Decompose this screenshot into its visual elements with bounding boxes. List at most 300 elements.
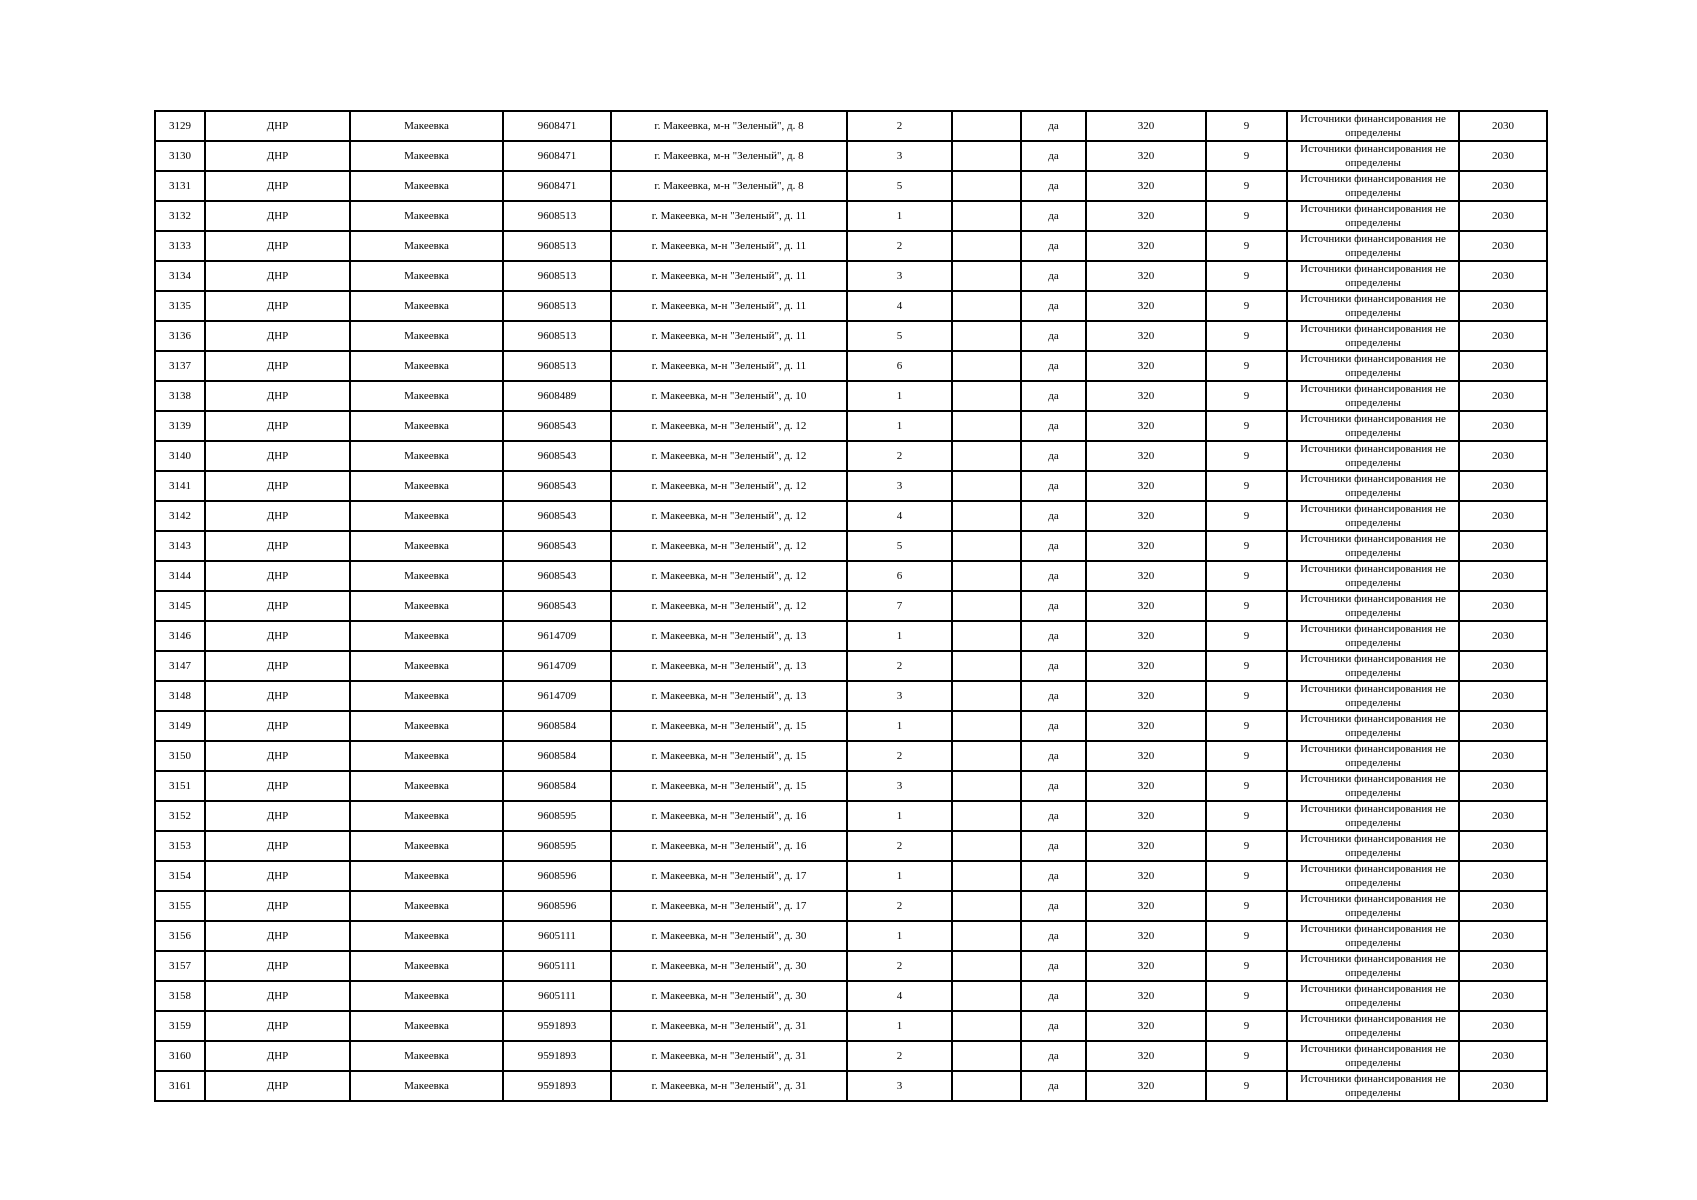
cell-funding-source: Источники финансирования не определены	[1287, 471, 1459, 501]
cell-city: Макеевка	[350, 861, 503, 891]
cell-year: 2030	[1459, 411, 1547, 441]
cell-year: 2030	[1459, 591, 1547, 621]
cell-cost: 320	[1086, 321, 1206, 351]
cell-region: ДНР	[205, 1071, 350, 1101]
cell-empty	[952, 1011, 1021, 1041]
cell-city: Макеевка	[350, 501, 503, 531]
cell-funding-source: Источники финансирования не определены	[1287, 1011, 1459, 1041]
cell-city: Макеевка	[350, 441, 503, 471]
table-row	[155, 651, 1547, 681]
cell-funding-source: Источники финансирования не определены	[1287, 651, 1459, 681]
cell-row-number: 3138	[155, 381, 205, 411]
cell-empty	[952, 471, 1021, 501]
cell-flag: да	[1021, 591, 1086, 621]
cell-empty	[952, 741, 1021, 771]
cell-building-code: 9605111	[503, 981, 611, 1011]
cell-floors: 9	[1206, 891, 1287, 921]
table-row	[155, 831, 1547, 861]
cell-flag: да	[1021, 711, 1086, 741]
cell-row-number: 3146	[155, 621, 205, 651]
cell-funding-source: Источники финансирования не определены	[1287, 681, 1459, 711]
cell-flag: да	[1021, 441, 1086, 471]
cell-region: ДНР	[205, 471, 350, 501]
cell-region: ДНР	[205, 231, 350, 261]
cell-year: 2030	[1459, 831, 1547, 861]
cell-empty	[952, 411, 1021, 441]
cell-floors: 9	[1206, 411, 1287, 441]
cell-building-code: 9608543	[503, 501, 611, 531]
cell-building-code: 9608543	[503, 411, 611, 441]
cell-building-code: 9591893	[503, 1071, 611, 1101]
cell-year: 2030	[1459, 1041, 1547, 1071]
table-row	[155, 231, 1547, 261]
cell-floors: 9	[1206, 441, 1287, 471]
cell-year: 2030	[1459, 951, 1547, 981]
cell-year: 2030	[1459, 891, 1547, 921]
cell-row-number: 3129	[155, 111, 205, 141]
cell-region: ДНР	[205, 111, 350, 141]
cell-address: г. Макеевка, м-н "Зеленый", д. 11	[611, 201, 847, 231]
cell-floors: 9	[1206, 621, 1287, 651]
cell-floors: 9	[1206, 951, 1287, 981]
table-row	[155, 801, 1547, 831]
cell-flag: да	[1021, 471, 1086, 501]
cell-entrance-number: 5	[847, 171, 952, 201]
cell-building-code: 9591893	[503, 1011, 611, 1041]
cell-region: ДНР	[205, 711, 350, 741]
cell-row-number: 3145	[155, 591, 205, 621]
cell-region: ДНР	[205, 141, 350, 171]
table-row	[155, 711, 1547, 741]
cell-year: 2030	[1459, 321, 1547, 351]
cell-region: ДНР	[205, 561, 350, 591]
cell-region: ДНР	[205, 681, 350, 711]
table-row	[155, 531, 1547, 561]
cell-floors: 9	[1206, 681, 1287, 711]
cell-row-number: 3143	[155, 531, 205, 561]
cell-row-number: 3158	[155, 981, 205, 1011]
table-row	[155, 921, 1547, 951]
cell-city: Макеевка	[350, 321, 503, 351]
cell-funding-source: Источники финансирования не определены	[1287, 291, 1459, 321]
cell-funding-source: Источники финансирования не определены	[1287, 921, 1459, 951]
cell-entrance-number: 2	[847, 231, 952, 261]
cell-region: ДНР	[205, 651, 350, 681]
cell-building-code: 9608543	[503, 531, 611, 561]
table-row	[155, 981, 1547, 1011]
cell-flag: да	[1021, 1011, 1086, 1041]
cell-row-number: 3154	[155, 861, 205, 891]
cell-empty	[952, 951, 1021, 981]
cell-entrance-number: 2	[847, 831, 952, 861]
cell-building-code: 9608513	[503, 291, 611, 321]
cell-row-number: 3150	[155, 741, 205, 771]
cell-funding-source: Источники финансирования не определены	[1287, 861, 1459, 891]
cell-row-number: 3133	[155, 231, 205, 261]
cell-building-code: 9605111	[503, 951, 611, 981]
cell-year: 2030	[1459, 561, 1547, 591]
cell-cost: 320	[1086, 831, 1206, 861]
cell-row-number: 3157	[155, 951, 205, 981]
cell-flag: да	[1021, 831, 1086, 861]
cell-flag: да	[1021, 561, 1086, 591]
cell-address: г. Макеевка, м-н "Зеленый", д. 11	[611, 261, 847, 291]
cell-flag: да	[1021, 501, 1086, 531]
cell-empty	[952, 891, 1021, 921]
cell-region: ДНР	[205, 621, 350, 651]
cell-cost: 320	[1086, 111, 1206, 141]
cell-year: 2030	[1459, 531, 1547, 561]
cell-city: Макеевка	[350, 1071, 503, 1101]
cell-city: Макеевка	[350, 771, 503, 801]
cell-entrance-number: 3	[847, 261, 952, 291]
cell-cost: 320	[1086, 711, 1206, 741]
cell-city: Макеевка	[350, 801, 503, 831]
cell-cost: 320	[1086, 621, 1206, 651]
cell-funding-source: Источники финансирования не определены	[1287, 981, 1459, 1011]
cell-building-code: 9608595	[503, 831, 611, 861]
cell-row-number: 3161	[155, 1071, 205, 1101]
cell-region: ДНР	[205, 441, 350, 471]
cell-year: 2030	[1459, 381, 1547, 411]
cell-row-number: 3153	[155, 831, 205, 861]
cell-funding-source: Источники финансирования не определены	[1287, 891, 1459, 921]
cell-floors: 9	[1206, 831, 1287, 861]
cell-entrance-number: 4	[847, 501, 952, 531]
cell-building-code: 9608596	[503, 861, 611, 891]
cell-funding-source: Источники финансирования не определены	[1287, 501, 1459, 531]
cell-empty	[952, 591, 1021, 621]
cell-cost: 320	[1086, 531, 1206, 561]
cell-funding-source: Источники финансирования не определены	[1287, 171, 1459, 201]
cell-row-number: 3149	[155, 711, 205, 741]
cell-address: г. Макеевка, м-н "Зеленый", д. 30	[611, 951, 847, 981]
cell-building-code: 9608543	[503, 561, 611, 591]
cell-floors: 9	[1206, 111, 1287, 141]
cell-city: Макеевка	[350, 891, 503, 921]
cell-floors: 9	[1206, 651, 1287, 681]
table-body	[155, 111, 1547, 1101]
cell-empty	[952, 861, 1021, 891]
cell-region: ДНР	[205, 981, 350, 1011]
cell-city: Макеевка	[350, 621, 503, 651]
cell-entrance-number: 1	[847, 711, 952, 741]
cell-region: ДНР	[205, 771, 350, 801]
cell-city: Макеевка	[350, 561, 503, 591]
cell-building-code: 9608513	[503, 231, 611, 261]
cell-address: г. Макеевка, м-н "Зеленый", д. 12	[611, 591, 847, 621]
cell-funding-source: Источники финансирования не определены	[1287, 951, 1459, 981]
cell-cost: 320	[1086, 921, 1206, 951]
cell-floors: 9	[1206, 1041, 1287, 1071]
table-row	[155, 201, 1547, 231]
cell-building-code: 9608543	[503, 591, 611, 621]
cell-address: г. Макеевка, м-н "Зеленый", д. 13	[611, 651, 847, 681]
cell-flag: да	[1021, 1041, 1086, 1071]
cell-row-number: 3130	[155, 141, 205, 171]
cell-entrance-number: 1	[847, 921, 952, 951]
cell-flag: да	[1021, 261, 1086, 291]
table-row	[155, 141, 1547, 171]
cell-region: ДНР	[205, 921, 350, 951]
cell-city: Макеевка	[350, 201, 503, 231]
cell-cost: 320	[1086, 561, 1206, 591]
cell-flag: да	[1021, 801, 1086, 831]
cell-cost: 320	[1086, 1071, 1206, 1101]
cell-entrance-number: 7	[847, 591, 952, 621]
cell-empty	[952, 621, 1021, 651]
cell-row-number: 3140	[155, 441, 205, 471]
table-row	[155, 1011, 1547, 1041]
cell-entrance-number: 1	[847, 381, 952, 411]
cell-city: Макеевка	[350, 651, 503, 681]
cell-address: г. Макеевка, м-н "Зеленый", д. 11	[611, 321, 847, 351]
cell-address: г. Макеевка, м-н "Зеленый", д. 17	[611, 861, 847, 891]
cell-row-number: 3136	[155, 321, 205, 351]
cell-region: ДНР	[205, 411, 350, 441]
cell-entrance-number: 1	[847, 201, 952, 231]
cell-row-number: 3155	[155, 891, 205, 921]
table-row	[155, 951, 1547, 981]
cell-year: 2030	[1459, 291, 1547, 321]
cell-building-code: 9608595	[503, 801, 611, 831]
cell-address: г. Макеевка, м-н "Зеленый", д. 15	[611, 771, 847, 801]
cell-year: 2030	[1459, 351, 1547, 381]
cell-building-code: 9608584	[503, 711, 611, 741]
cell-flag: да	[1021, 111, 1086, 141]
cell-year: 2030	[1459, 981, 1547, 1011]
cell-entrance-number: 3	[847, 771, 952, 801]
cell-row-number: 3159	[155, 1011, 205, 1041]
cell-floors: 9	[1206, 471, 1287, 501]
cell-floors: 9	[1206, 711, 1287, 741]
cell-cost: 320	[1086, 681, 1206, 711]
cell-cost: 320	[1086, 501, 1206, 531]
cell-row-number: 3135	[155, 291, 205, 321]
cell-cost: 320	[1086, 771, 1206, 801]
cell-funding-source: Источники финансирования не определены	[1287, 711, 1459, 741]
cell-floors: 9	[1206, 231, 1287, 261]
cell-address: г. Макеевка, м-н "Зеленый", д. 13	[611, 681, 847, 711]
cell-address: г. Макеевка, м-н "Зеленый", д. 31	[611, 1071, 847, 1101]
table-row	[155, 351, 1547, 381]
cell-region: ДНР	[205, 171, 350, 201]
cell-region: ДНР	[205, 321, 350, 351]
cell-floors: 9	[1206, 741, 1287, 771]
cell-flag: да	[1021, 921, 1086, 951]
cell-floors: 9	[1206, 171, 1287, 201]
cell-cost: 320	[1086, 201, 1206, 231]
cell-year: 2030	[1459, 471, 1547, 501]
table-row	[155, 291, 1547, 321]
cell-funding-source: Источники финансирования не определены	[1287, 261, 1459, 291]
cell-entrance-number: 2	[847, 741, 952, 771]
cell-year: 2030	[1459, 801, 1547, 831]
cell-entrance-number: 1	[847, 1011, 952, 1041]
cell-entrance-number: 3	[847, 471, 952, 501]
table-row	[155, 681, 1547, 711]
cell-year: 2030	[1459, 681, 1547, 711]
cell-empty	[952, 201, 1021, 231]
cell-building-code: 9608513	[503, 351, 611, 381]
cell-flag: да	[1021, 171, 1086, 201]
cell-cost: 320	[1086, 591, 1206, 621]
cell-building-code: 9608543	[503, 471, 611, 501]
cell-empty	[952, 771, 1021, 801]
cell-building-code: 9608596	[503, 891, 611, 921]
cell-empty	[952, 921, 1021, 951]
cell-funding-source: Источники финансирования не определены	[1287, 741, 1459, 771]
cell-funding-source: Источники финансирования не определены	[1287, 231, 1459, 261]
cell-entrance-number: 1	[847, 621, 952, 651]
table-row	[155, 741, 1547, 771]
cell-floors: 9	[1206, 1011, 1287, 1041]
cell-empty	[952, 171, 1021, 201]
cell-funding-source: Источники финансирования не определены	[1287, 111, 1459, 141]
table-row	[155, 891, 1547, 921]
cell-year: 2030	[1459, 621, 1547, 651]
cell-empty	[952, 321, 1021, 351]
cell-row-number: 3131	[155, 171, 205, 201]
cell-city: Макеевка	[350, 741, 503, 771]
cell-flag: да	[1021, 741, 1086, 771]
cell-empty	[952, 141, 1021, 171]
cell-flag: да	[1021, 531, 1086, 561]
cell-empty	[952, 291, 1021, 321]
cell-entrance-number: 2	[847, 111, 952, 141]
cell-region: ДНР	[205, 831, 350, 861]
cell-cost: 320	[1086, 231, 1206, 261]
cell-entrance-number: 1	[847, 861, 952, 891]
cell-empty	[952, 351, 1021, 381]
cell-year: 2030	[1459, 711, 1547, 741]
cell-entrance-number: 4	[847, 981, 952, 1011]
cell-cost: 320	[1086, 801, 1206, 831]
cell-address: г. Макеевка, м-н "Зеленый", д. 8	[611, 111, 847, 141]
cell-row-number: 3147	[155, 651, 205, 681]
cell-region: ДНР	[205, 501, 350, 531]
cell-floors: 9	[1206, 321, 1287, 351]
cell-cost: 320	[1086, 951, 1206, 981]
cell-year: 2030	[1459, 1011, 1547, 1041]
cell-city: Макеевка	[350, 381, 503, 411]
cell-region: ДНР	[205, 891, 350, 921]
cell-region: ДНР	[205, 201, 350, 231]
cell-empty	[952, 801, 1021, 831]
cell-address: г. Макеевка, м-н "Зеленый", д. 31	[611, 1041, 847, 1071]
cell-building-code: 9614709	[503, 621, 611, 651]
table-row	[155, 561, 1547, 591]
cell-cost: 320	[1086, 171, 1206, 201]
table-row	[155, 441, 1547, 471]
cell-floors: 9	[1206, 501, 1287, 531]
cell-city: Макеевка	[350, 171, 503, 201]
cell-address: г. Макеевка, м-н "Зеленый", д. 12	[611, 501, 847, 531]
cell-building-code: 9608471	[503, 171, 611, 201]
cell-row-number: 3134	[155, 261, 205, 291]
cell-region: ДНР	[205, 951, 350, 981]
cell-city: Макеевка	[350, 1011, 503, 1041]
cell-flag: да	[1021, 411, 1086, 441]
cell-city: Макеевка	[350, 471, 503, 501]
cell-flag: да	[1021, 351, 1086, 381]
cell-building-code: 9608489	[503, 381, 611, 411]
cell-entrance-number: 6	[847, 561, 952, 591]
cell-city: Макеевка	[350, 111, 503, 141]
cell-building-code: 9614709	[503, 681, 611, 711]
cell-floors: 9	[1206, 771, 1287, 801]
cell-funding-source: Источники финансирования не определены	[1287, 771, 1459, 801]
cell-cost: 320	[1086, 861, 1206, 891]
cell-year: 2030	[1459, 501, 1547, 531]
cell-empty	[952, 531, 1021, 561]
cell-city: Макеевка	[350, 591, 503, 621]
cell-city: Макеевка	[350, 231, 503, 261]
cell-empty	[952, 981, 1021, 1011]
cell-flag: да	[1021, 1071, 1086, 1101]
cell-empty	[952, 681, 1021, 711]
cell-funding-source: Источники финансирования не определены	[1287, 201, 1459, 231]
cell-funding-source: Источники финансирования не определены	[1287, 561, 1459, 591]
cell-flag: да	[1021, 621, 1086, 651]
cell-region: ДНР	[205, 1011, 350, 1041]
table-row	[155, 591, 1547, 621]
cell-building-code: 9608543	[503, 441, 611, 471]
cell-region: ДНР	[205, 351, 350, 381]
cell-city: Макеевка	[350, 831, 503, 861]
cell-address: г. Макеевка, м-н "Зеленый", д. 12	[611, 441, 847, 471]
cell-cost: 320	[1086, 651, 1206, 681]
cell-entrance-number: 2	[847, 951, 952, 981]
cell-cost: 320	[1086, 981, 1206, 1011]
cell-entrance-number: 3	[847, 141, 952, 171]
cell-region: ДНР	[205, 1041, 350, 1071]
cell-floors: 9	[1206, 531, 1287, 561]
cell-building-code: 9608513	[503, 261, 611, 291]
cell-funding-source: Источники финансирования не определены	[1287, 381, 1459, 411]
cell-funding-source: Источники финансирования не определены	[1287, 351, 1459, 381]
cell-flag: да	[1021, 231, 1086, 261]
cell-entrance-number: 2	[847, 651, 952, 681]
cell-row-number: 3148	[155, 681, 205, 711]
cell-building-code: 9608584	[503, 771, 611, 801]
cell-flag: да	[1021, 651, 1086, 681]
cell-region: ДНР	[205, 261, 350, 291]
table-row	[155, 771, 1547, 801]
cell-flag: да	[1021, 681, 1086, 711]
cell-city: Макеевка	[350, 261, 503, 291]
cell-address: г. Макеевка, м-н "Зеленый", д. 8	[611, 141, 847, 171]
table-row	[155, 501, 1547, 531]
cell-floors: 9	[1206, 381, 1287, 411]
cell-row-number: 3142	[155, 501, 205, 531]
cell-building-code: 9605111	[503, 921, 611, 951]
cell-year: 2030	[1459, 441, 1547, 471]
cell-address: г. Макеевка, м-н "Зеленый", д. 30	[611, 921, 847, 951]
cell-entrance-number: 5	[847, 531, 952, 561]
cell-funding-source: Источники финансирования не определены	[1287, 591, 1459, 621]
cell-empty	[952, 111, 1021, 141]
table-row	[155, 261, 1547, 291]
cell-address: г. Макеевка, м-н "Зеленый", д. 13	[611, 621, 847, 651]
cell-flag: да	[1021, 201, 1086, 231]
cell-empty	[952, 381, 1021, 411]
cell-cost: 320	[1086, 291, 1206, 321]
table-row	[155, 111, 1547, 141]
cell-funding-source: Источники финансирования не определены	[1287, 801, 1459, 831]
cell-address: г. Макеевка, м-н "Зеленый", д. 12	[611, 411, 847, 441]
cell-region: ДНР	[205, 741, 350, 771]
